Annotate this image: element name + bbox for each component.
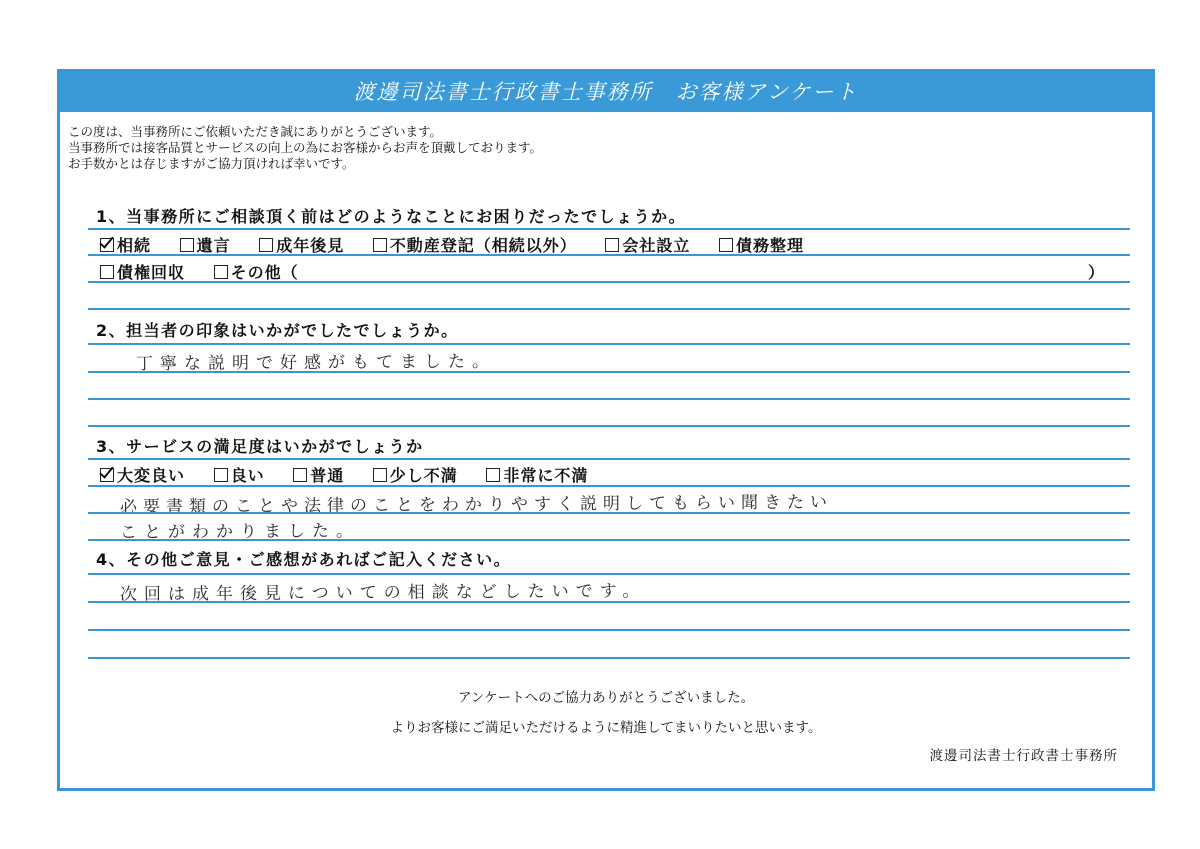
answer-rule [88,343,1130,345]
answer-rule [88,573,1130,575]
checkbox-icon [486,468,500,482]
answer-rule [88,254,1130,256]
checkbox-icon [719,238,733,252]
intro-line-3: お手数かとは存じますがご協力頂ければ幸いです。 [68,156,355,171]
question-1: 1、当事務所にご相談頂く前はどのようなことにお困りだったでしょうか。 [96,207,687,226]
answer-rule [88,657,1130,659]
checked-box-icon [100,238,114,252]
answer-rule [88,539,1130,541]
option-seinen-kouken[interactable]: 成年後見 [259,233,344,256]
answer-rule [88,228,1130,230]
closing-line-2: よりお客様にご満足いただけるように精進してまいりたいと思います。 [390,720,822,736]
option-sonota[interactable]: その他（ [214,260,299,283]
checkbox-icon [214,265,228,279]
option-taihen-yoi[interactable]: 大変良い [100,463,185,486]
answer-rule [88,371,1130,373]
office-signature: 渡邊司法書士行政書士事務所 [929,748,1118,764]
intro-line-1: この度は、当事務所にご依頼いただき誠にありがとうございます。 [68,124,443,139]
form-title: 渡邊司法書士行政書士事務所 お客様アンケート [60,72,1152,112]
q2-handwritten-answer: 丁寧な説明で好感がもてました。 [135,351,497,375]
q1-options-row-2 [100,260,321,283]
checkbox-icon [293,468,307,482]
checkbox-icon [100,265,114,279]
q3-options [100,463,610,486]
option-yoi[interactable]: 良い [214,463,265,486]
checkbox-icon [605,238,619,252]
option-saiken-kaishu[interactable]: 債権回収 [100,260,185,283]
q1-options-row-1 [100,233,804,256]
option-futsuu[interactable]: 普通 [293,463,344,486]
checkbox-icon [180,238,194,252]
q3-handwritten-answer-line-1: 必要書類のことや法律のことをわかりやすく説明してもらい聞きたい [119,492,834,518]
checked-box-icon [100,468,114,482]
option-fudousan-touki[interactable]: 不動産登記（相続以外） [373,233,577,256]
checkbox-icon [259,238,273,252]
answer-rule [88,601,1130,603]
survey-form [57,69,1155,791]
option-yuigon[interactable]: 遺言 [180,233,231,256]
option-kaisha-setsuritsu[interactable]: 会社設立 [605,233,690,256]
answer-rule [88,308,1130,310]
answer-rule [88,512,1130,514]
close-paren: ） [1088,263,1105,282]
checkbox-icon [373,468,387,482]
answer-rule [88,398,1130,400]
option-souzoku[interactable]: 相続 [100,233,151,256]
question-3: 3、サービスの満足度はいかがでしょうか [96,437,424,456]
option-saimu-seiri[interactable]: 債務整理 [719,233,804,256]
answer-rule [88,281,1130,283]
option-sukoshi-fuman[interactable]: 少し不満 [373,463,458,486]
question-4: 4、その他ご意見・ご感想があればご記入ください。 [96,550,512,569]
answer-rule [88,629,1130,631]
answer-rule [88,425,1130,427]
answer-rule [88,485,1130,487]
checkbox-icon [373,238,387,252]
closing-line-1: アンケートへのご協力ありがとうございました。 [457,690,755,706]
q3-handwritten-answer-line-2: ことがわかりました。 [119,521,361,543]
q4-handwritten-answer: 次回は成年後見についての相談などしたいです。 [119,581,647,605]
option-hijou-ni-fuman[interactable]: 非常に不満 [486,463,588,486]
answer-rule [88,458,1130,460]
intro-line-2: 当事務所では接客品質とサービスの向上の為にお客様からお声を頂戴しております。 [68,140,543,155]
question-2: 2、担当者の印象はいかがでしたでしょうか。 [96,321,459,340]
checkbox-icon [214,468,228,482]
